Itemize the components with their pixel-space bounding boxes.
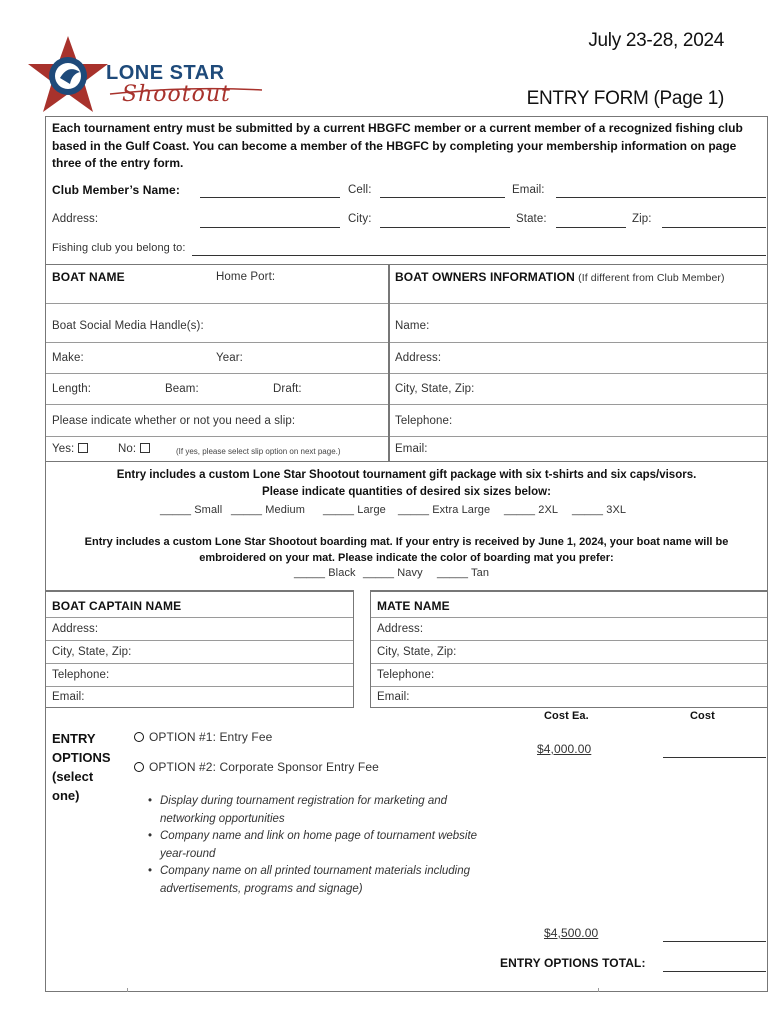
benefit-2-line-1: Company name and link on home page of tournament website — [160, 830, 478, 842]
owner-heading-note: (If different from Club Member) — [578, 272, 725, 284]
social-handle-label: Boat Social Media Handle(s): — [52, 320, 204, 332]
benefit-3-line-2: advertisements, programs and signage) — [160, 882, 363, 895]
length-label: Length: — [52, 383, 92, 395]
cost-each-header: Cost Ea. — [544, 710, 589, 722]
captain-divider-2 — [46, 640, 353, 641]
mat-color-black[interactable]: _____ Black — [294, 567, 356, 579]
option-2-label: OPTION #2: Corporate Sponsor Entry Fee — [149, 760, 379, 774]
gift-package-section — [46, 467, 767, 501]
year-label: Year: — [216, 352, 243, 364]
benefit-2-line-2: year-round — [160, 847, 216, 860]
slip-yes[interactable] — [52, 443, 88, 455]
boat-row-divider-3 — [46, 373, 388, 374]
owner-row-divider-4 — [390, 404, 767, 405]
mate-telephone-label: Telephone: — [377, 669, 435, 681]
slip-yes-label: Yes: — [52, 443, 75, 455]
cell-field[interactable] — [380, 197, 505, 198]
owner-row-divider-1 — [390, 303, 767, 304]
option-1-label: OPTION #1: Entry Fee — [149, 730, 273, 744]
slip-no-label: No: — [118, 443, 137, 455]
home-port-label: Home Port: — [216, 271, 276, 283]
entry-options-heading-l3: (select — [52, 769, 94, 784]
fishing-club-label: Fishing club you belong to: — [52, 242, 186, 254]
owner-address-label: Address: — [395, 352, 442, 364]
member-address-field[interactable] — [200, 227, 340, 228]
owner-heading-title: BOAT OWNERS INFORMATION — [395, 270, 575, 284]
fishing-club-field[interactable] — [192, 255, 766, 256]
entry-options-heading-l1: ENTRY — [52, 731, 96, 746]
owner-info-box — [389, 264, 768, 462]
mate-divider-2 — [371, 640, 767, 641]
option-2-cost-field[interactable] — [663, 941, 766, 942]
option-2-radio-icon[interactable] — [134, 762, 144, 772]
benefit-item-3 — [146, 863, 477, 898]
captain-address-label: Address: — [52, 623, 99, 635]
owner-telephone-label: Telephone: — [395, 415, 453, 427]
option-1-cost-field[interactable] — [663, 757, 766, 758]
gift-line-2: Please indicate quantities of desired six sizes below: — [262, 486, 551, 498]
benefit-3-line-1: Company name on all printed tournament materials including — [160, 865, 471, 877]
form-title: ENTRY FORM (Page 1) — [526, 88, 724, 109]
member-email-label: Email: — [512, 184, 545, 196]
draft-label: Draft: — [273, 383, 302, 395]
benefit-1-line-2: networking opportunities — [160, 812, 285, 825]
owner-name-label: Name: — [395, 320, 430, 332]
intro-line-3: three of the entry form. — [52, 156, 184, 170]
slip-yes-checkbox[interactable] — [78, 443, 88, 453]
intro-line-1: Each tournament entry must be submitted by a current HBGFC member or a current member of a recognized fishing club — [52, 121, 743, 135]
boat-row-divider-1 — [46, 303, 388, 304]
club-member-name-field[interactable] — [200, 197, 340, 198]
option-2-price: $4,500.00 — [544, 926, 599, 940]
owner-heading — [395, 270, 725, 284]
tournament-logo — [26, 34, 266, 118]
benefit-item-1 — [146, 793, 477, 828]
slip-no-checkbox[interactable] — [140, 443, 150, 453]
options-column-tick-2 — [598, 988, 599, 992]
intro-text — [52, 120, 743, 173]
member-zip-label: Zip: — [632, 213, 652, 225]
mate-divider-3 — [371, 663, 767, 664]
mate-heading: MATE NAME — [377, 599, 450, 613]
mat-line-1: Entry includes a custom Lone Star Shootout boarding mat. If your entry is received by June 1, 2024, your boat name will be — [84, 536, 729, 548]
options-column-tick-1 — [127, 988, 128, 992]
make-label: Make: — [52, 352, 84, 364]
size-2xl[interactable]: _____ 2XL — [504, 504, 559, 516]
option-1-price: $4,000.00 — [537, 742, 592, 756]
captain-city-label: City, State, Zip: — [52, 646, 132, 658]
cell-label: Cell: — [348, 184, 372, 196]
member-zip-field[interactable] — [662, 227, 766, 228]
mate-divider-1 — [371, 617, 767, 618]
owner-row-divider-3 — [390, 373, 767, 374]
slip-note: (If yes, please select slip option on next page.) — [176, 447, 341, 456]
captain-telephone-label: Telephone: — [52, 669, 110, 681]
size-3xl[interactable]: _____ 3XL — [572, 504, 627, 516]
member-address-label: Address: — [52, 213, 99, 225]
mat-line-2: embroidered on your mat. Please indicate the color of boarding mat you prefer: — [199, 552, 614, 564]
captain-divider-3 — [46, 663, 353, 664]
tournament-date: July 23-28, 2024 — [588, 30, 724, 51]
intro-line-2: based in the Gulf Coast. You can become a member of the HBGFC by completing your membership information on page — [52, 138, 737, 153]
size-small[interactable]: _____ Small — [160, 504, 223, 516]
member-state-label: State: — [516, 213, 547, 225]
gift-line-1: Entry includes a custom Lone Star Shootout tournament gift package with six t-shirts and six caps/visors. — [116, 469, 697, 481]
boat-name-label: BOAT NAME — [52, 270, 125, 284]
captain-divider-4 — [46, 686, 353, 687]
owner-row-divider-2 — [390, 342, 767, 343]
option-1[interactable] — [134, 730, 272, 744]
size-large[interactable]: _____ Large — [323, 504, 386, 516]
captain-divider-1 — [46, 617, 353, 618]
member-state-field[interactable] — [556, 227, 626, 228]
size-extra-large[interactable]: _____ Extra Large — [398, 504, 491, 516]
owner-email-label: Email: — [395, 443, 428, 455]
logo-text-bottom: Shootout — [122, 82, 231, 107]
captain-email-label: Email: — [52, 691, 85, 703]
owner-row-divider-5 — [390, 436, 767, 437]
boat-row-divider-2 — [46, 342, 388, 343]
member-city-label: City: — [348, 213, 372, 225]
entry-options-total-label: ENTRY OPTIONS TOTAL: — [500, 956, 646, 970]
logo-text-top: LONE STAR — [106, 62, 225, 84]
benefit-item-2 — [146, 828, 477, 863]
slip-no[interactable] — [118, 443, 150, 455]
slip-question: Please indicate whether or not you need a slip: — [52, 415, 296, 427]
mate-email-label: Email: — [377, 691, 410, 703]
boarding-mat-section — [46, 534, 767, 566]
boat-row-divider-5 — [46, 436, 388, 437]
member-email-field[interactable] — [556, 197, 766, 198]
entry-options-heading-l2: OPTIONS — [52, 750, 111, 765]
cost-header: Cost — [690, 710, 715, 722]
boat-row-divider-4 — [46, 404, 388, 405]
captain-heading: BOAT CAPTAIN NAME — [52, 599, 182, 613]
mate-city-label: City, State, Zip: — [377, 646, 457, 658]
sponsor-benefits-list — [146, 793, 477, 898]
option-2[interactable] — [134, 760, 379, 774]
mat-color-tan[interactable]: _____ Tan — [437, 567, 490, 579]
mat-color-navy[interactable]: _____ Navy — [363, 567, 423, 579]
entry-options-heading — [52, 729, 111, 805]
member-city-field[interactable] — [380, 227, 510, 228]
entry-options-heading-l4: one) — [52, 788, 80, 803]
mate-address-label: Address: — [377, 623, 424, 635]
beam-label: Beam: — [165, 383, 199, 395]
option-1-radio-icon[interactable] — [134, 732, 144, 742]
owner-city-label: City, State, Zip: — [395, 383, 475, 395]
size-medium[interactable]: _____ Medium — [231, 504, 305, 516]
entry-options-total-field[interactable] — [663, 971, 766, 972]
benefit-1-line-1: Display during tournament registration for marketing and — [160, 795, 448, 807]
club-member-name-label: Club Member’s Name: — [52, 183, 180, 197]
mate-divider-4 — [371, 686, 767, 687]
